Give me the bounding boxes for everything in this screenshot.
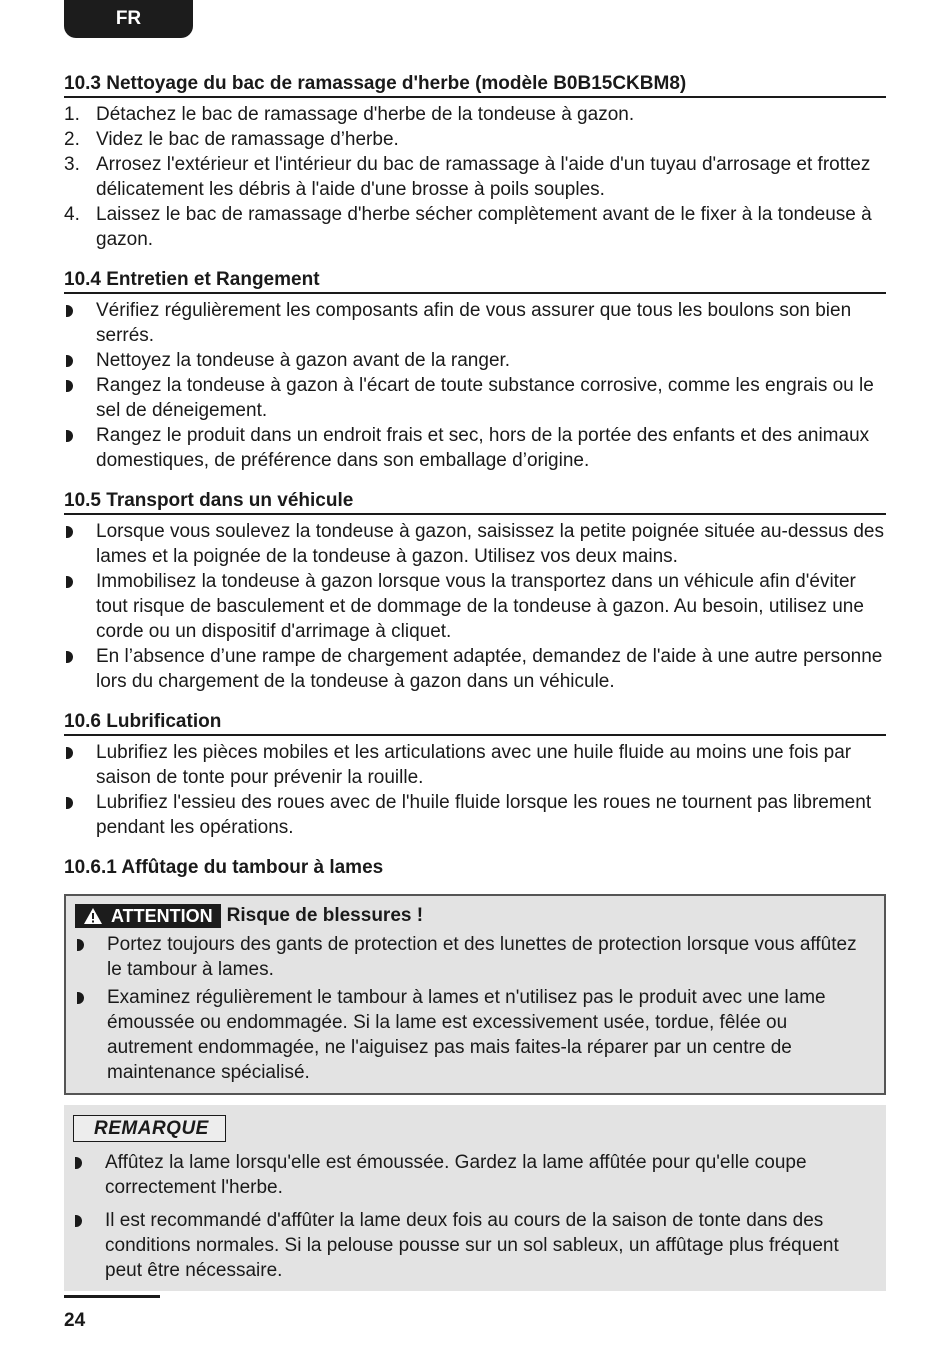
list-item — [64, 127, 886, 152]
section-10-6 — [64, 710, 886, 840]
item-text: En l’absence d’une rampe de chargement adaptée, demandez de l'aide à une autre personne lors du chargement de la tondeuse à gazon dans un véhicule. — [96, 646, 883, 692]
page-content — [64, 72, 886, 1291]
list-item — [64, 790, 886, 840]
list-item — [64, 348, 886, 373]
bullet-icon — [66, 430, 73, 442]
bullet-icon — [75, 1215, 82, 1227]
attention-label: ATTENTION — [111, 905, 213, 926]
attention-risk: Risque de blessures ! — [226, 905, 424, 926]
section-title: 10.6 Lubrification — [64, 710, 886, 736]
warning-triangle-icon — [83, 907, 103, 925]
footer-divider — [64, 1295, 160, 1298]
list-item — [64, 152, 886, 202]
section-10-4 — [64, 268, 886, 473]
item-text: Examinez régulièrement le tambour à lames et n'utilisez pas le produit avec une lame émoussée ou endommagée. Si la lame est excessivement usée, tordue, fêlée ou autrement endommagée, ne l'aiguisez pas mais faites-la réparer par un centre de maintenance spécialisé. — [107, 987, 826, 1083]
section-10-3 — [64, 72, 886, 252]
item-text: Lorsque vous soulevez la tondeuse à gazon, saisissez la petite poignée située au-dessus des lames et la poignée de la tondeuse à gazon. Utilisez vos deux mains. — [96, 521, 884, 567]
bullet-icon — [75, 1157, 82, 1169]
bullet-icon — [66, 526, 73, 538]
section-title: 10.5 Transport dans un véhicule — [64, 489, 886, 515]
list-item — [64, 644, 886, 694]
item-text: Nettoyez la tondeuse à gazon avant de la ranger. — [96, 350, 511, 371]
note-box — [64, 1105, 886, 1291]
item-number: 1. — [64, 104, 80, 125]
item-text: Laissez le bac de ramassage d'herbe sécher complètement avant de le fixer à la tondeuse à gazon. — [96, 204, 872, 250]
language-tab: FR — [64, 0, 193, 38]
bullet-icon — [66, 747, 73, 759]
section-title: 10.4 Entretien et Rangement — [64, 268, 886, 294]
bullet-icon — [66, 305, 73, 317]
bullet-icon — [77, 992, 84, 1004]
section-10-5 — [64, 489, 886, 694]
item-text: Lubrifiez l'essieu des roues avec de l'huile fluide lorsque les roues ne tournent pas librement pendant les opérations. — [96, 792, 872, 838]
item-text: Rangez le produit dans un endroit frais et sec, hors de la portée des enfants et des animaux domestiques, de préférence dans son emballage d’origine. — [96, 425, 870, 471]
list-item — [64, 298, 886, 348]
page-number: 24 — [64, 1310, 86, 1331]
item-text: Videz le bac de ramassage d’herbe. — [96, 129, 399, 150]
list-item — [75, 985, 876, 1085]
bullet-list — [73, 1150, 878, 1283]
bullet-list — [75, 932, 876, 1085]
bullet-icon — [66, 651, 73, 663]
item-text: Vérifiez régulièrement les composants afin de vous assurer que tous les boulons son bien serrés. — [96, 300, 852, 346]
item-text: Immobilisez la tondeuse à gazon lorsque vous la transportez dans un véhicule afin d'éviter tout risque de basculement et de dommage de la tondeuse à gazon. Au besoin, utilisez une corde ou un dispositif d'arrimage à cliquet. — [96, 571, 864, 642]
subsection-title: 10.6.1 Affûtage du tambour à lames — [64, 857, 384, 878]
bullet-icon — [66, 355, 73, 367]
bullet-icon — [66, 797, 73, 809]
attention-badge — [75, 904, 221, 928]
list-item — [64, 740, 886, 790]
list-item — [64, 102, 886, 127]
list-item — [64, 373, 886, 423]
bullet-icon — [77, 939, 84, 951]
item-text: Lubrifiez les pièces mobiles et les articulations avec une huile fluide au moins une fois par saison de tonte pour prévenir la rouille. — [96, 742, 852, 788]
list-item — [64, 202, 886, 252]
bullet-icon — [66, 380, 73, 392]
item-text: Portez toujours des gants de protection et des lunettes de protection lorsque vous affûtez le tambour à lames. — [107, 934, 857, 980]
item-number: 4. — [64, 204, 80, 225]
bullet-list — [64, 740, 886, 840]
bullet-list — [64, 298, 886, 473]
list-item — [64, 569, 886, 644]
list-item — [73, 1150, 878, 1200]
item-text: Arrosez l'extérieur et l'intérieur du bac de ramassage à l'aide d'un tuyau d'arrosage et frottez délicatement les débris à l'aide d'une brosse à poils souples. — [96, 154, 871, 200]
item-number: 3. — [64, 154, 80, 175]
bullet-icon — [66, 576, 73, 588]
item-text: Détachez le bac de ramassage d'herbe de la tondeuse à gazon. — [96, 104, 635, 125]
attention-box — [64, 894, 886, 1095]
list-item — [64, 519, 886, 569]
item-text: Il est recommandé d'affûter la lame deux fois au cours de la saison de tonte dans des conditions normales. Si la pelouse pousse sur un sol sableux, un affûtage plus fréquent peut être nécessaire. — [105, 1210, 839, 1281]
attention-header — [75, 904, 876, 928]
note-label: REMARQUE — [73, 1115, 226, 1142]
item-text: Affûtez la lame lorsqu'elle est émoussée. Gardez la lame affûtée pour qu'elle coupe correctement l'herbe. — [105, 1152, 807, 1198]
item-text: Rangez la tondeuse à gazon à l'écart de toute substance corrosive, comme les engrais ou le sel de déneigement. — [96, 375, 874, 421]
list-item — [73, 1208, 878, 1283]
bullet-list — [64, 519, 886, 694]
numbered-list — [64, 102, 886, 252]
item-number: 2. — [64, 129, 80, 150]
list-item — [64, 423, 886, 473]
list-item — [75, 932, 876, 982]
section-title: 10.3 Nettoyage du bac de ramassage d'herbe (modèle B0B15CKBM8) — [64, 72, 886, 98]
